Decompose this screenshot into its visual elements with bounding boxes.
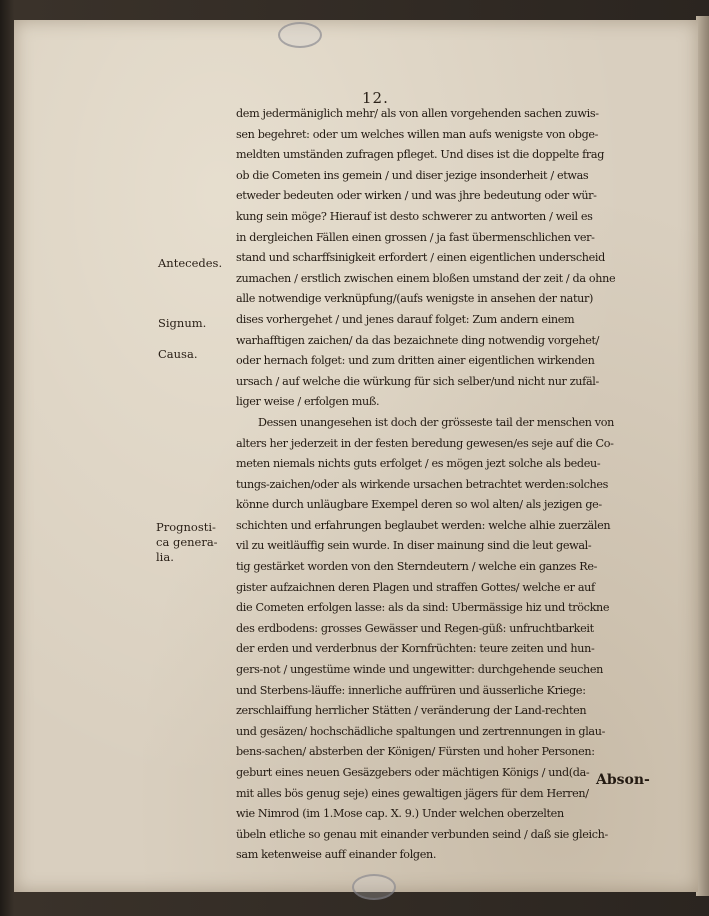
- text-line: dises vorhergehet / und jenes darauf folget: Zum andern einem: [236, 312, 575, 326]
- marginal-note-causa: Causa.: [158, 347, 198, 361]
- text-line: schichten und erfahrungen beglaubet werden: welche alhie zuerzälen: [236, 518, 611, 532]
- marginal-note-line: Prognosti-: [156, 520, 216, 534]
- text-line: ursach / auf welche die würkung für sich selber/und nicht nur zufäl-: [236, 374, 599, 388]
- text-line: dem jedermäniglich mehr/ als von allen vorgehenden sachen zuwis-: [236, 107, 599, 120]
- text-line: zerschlaiffung herrlicher Stätten / veränderung der Land-rechten: [236, 704, 587, 718]
- text-line: des erdbodens: grosses Gewässer und Regen-güß: unfruchtbarkeit: [236, 621, 594, 635]
- marginal-note-line: lia.: [156, 550, 174, 564]
- text-line: der erden und verderbnus der Kornfrüchten: teure zeiten und hun-: [236, 642, 595, 656]
- text-line: oder hernach folget: und zum dritten ainer eigentlichen wirkenden: [236, 354, 595, 368]
- text-line: tungs-zaichen/oder als wirkende ursachen betrachtet werden:solches: [236, 477, 609, 491]
- text-line: alters her jederzeit in der festen beredung gewesen/es seje auf die Co-: [236, 436, 614, 450]
- text-line: sam ketenweise auff einander folgen.: [236, 848, 437, 862]
- body-text: [236, 104, 656, 866]
- text-line: zumachen / erstlich zwischen einem bloßen umstand der zeit / da ohne: [236, 271, 616, 285]
- text-line: gister aufzaichnen deren Plagen und straffen Gottes/ welche er auf: [236, 580, 595, 594]
- text-line: mit alles bös genug seje) eines gewaltigen jägers für dem Herren/: [236, 786, 589, 800]
- text-line: in dergleichen Fällen einen grossen / ja fast übermenschlichen ver-: [236, 230, 595, 244]
- marginal-note-line: ca genera-: [156, 535, 218, 549]
- marginal-note-signum: Signum.: [158, 316, 207, 330]
- text-line: liger weise / erfolgen muß.: [236, 395, 380, 409]
- text-line: übeln etliche so genau mit einander verbunden seind / daß sie gleich-: [236, 827, 608, 841]
- page-number: 12.: [362, 89, 389, 107]
- catchword: Abson-: [596, 772, 650, 788]
- text-line: bens-sachen/ absterben der Königen/ Fürsten und hoher Personen:: [236, 745, 595, 759]
- marginal-note-prognostica: [156, 520, 232, 565]
- text-line: etweder bedeuten oder wirken / und was jhre bedeutung oder wür-: [236, 189, 597, 203]
- paragraph-start-line: Dessen unangesehen ist doch der grösseste tail der menschen von: [258, 415, 615, 429]
- text-line: ob die Cometen ins gemein / und diser jezige insonderheit / etwas: [236, 168, 589, 182]
- text-line: tig gestärket worden von den Sterndeutern / welche ein ganzes Re-: [236, 560, 598, 574]
- text-line: alle notwendige verknüpfung/(aufs wenigste in ansehen der natur): [236, 292, 594, 306]
- text-line: stand und scharffsinigkeit erfordert / einen eigentlichen underscheid: [236, 251, 605, 265]
- text-line: die Cometen erfolgen lasse: als da sind: Ubermässige hiz und tröckne: [236, 601, 610, 615]
- text-line: warhafftigen zaichen/ da das bezaichnete ding notwendig vorgehet/: [236, 333, 600, 347]
- text-line: geburt eines neuen Gesäzgebers oder mächtigen Königs / und(da-: [236, 766, 590, 779]
- text-line: und gesäzen/ hochschädliche spaltungen und zertrennungen in glau-: [236, 724, 606, 738]
- text-line: kung sein möge? Hierauf ist desto schwerer zu antworten / weil es: [236, 209, 593, 223]
- text-line: vil zu weitläuffig sein wurde. In diser mainung sind die leut gewal-: [236, 539, 592, 553]
- text-line: könne durch unläugbare Exempel deren so wol alten/ als jezigen ge-: [236, 498, 602, 512]
- marginal-note-antecedes: Antecedes.: [158, 256, 223, 270]
- text-line: meten niemals nichts guts erfolget / es mögen jezt solche als bedeu-: [236, 457, 601, 471]
- text-line: und Sterbens-läuffe: innerliche auffrüren und äusserliche Kriege:: [236, 683, 586, 697]
- text-line: wie Nimrod (im 1.Mose cap. X. 9.) Under welchen oberzelten: [236, 807, 564, 821]
- binding-clip-bottom: [352, 874, 396, 900]
- text-line: gers-not / ungestüme winde und ungewitter: durchgehende seuchen: [236, 663, 604, 677]
- binding-clip-top: [278, 22, 322, 48]
- text-line: meldten umständen zufragen pfleget. Und dises ist die doppelte frag: [236, 148, 605, 162]
- text-line: sen begehret: oder um welches willen man aufs wenigste von obge-: [236, 127, 599, 141]
